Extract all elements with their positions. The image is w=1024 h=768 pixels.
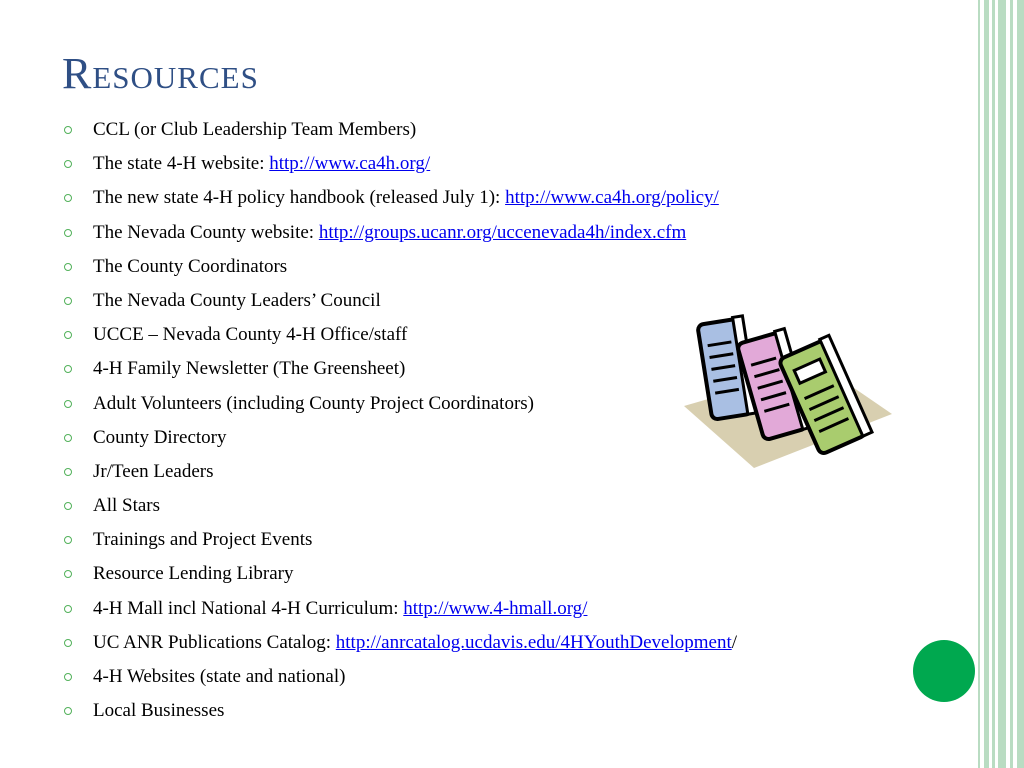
bullet-circle-icon (64, 707, 72, 715)
bullet-circle-icon (64, 126, 72, 134)
bullet-circle-icon (64, 365, 72, 373)
decorative-stripe (1017, 0, 1024, 768)
bullet-suffix: / (731, 631, 738, 653)
bullet-text: All Stars (93, 495, 161, 517)
bullet-item (62, 216, 962, 250)
bullet-item (62, 523, 962, 557)
decorative-stripe (984, 0, 989, 768)
bullet-circle-icon (64, 434, 72, 442)
resource-link[interactable]: http://groups.ucanr.org/uccenevada4h/index.cfm (318, 221, 687, 243)
bullet-text: CCL (or Club Leadership Team Members) (93, 119, 417, 140)
bullet-item (62, 626, 962, 660)
books-clipart (680, 308, 894, 472)
bullet-item (62, 660, 962, 694)
bullet-circle-icon (64, 502, 72, 510)
bullet-circle-icon (64, 605, 72, 613)
bullet-circle-icon (64, 194, 72, 202)
bullet-text: 4-H Family Newsletter (The Greensheet) (93, 358, 406, 380)
bullet-text: The Nevada County Leaders’ Council (93, 289, 381, 311)
resource-link[interactable]: http://www.ca4h.org/policy/ (505, 187, 719, 209)
bullet-item (62, 250, 962, 284)
decorative-stripe (978, 0, 980, 768)
bullet-text: Trainings and Project Events (93, 529, 313, 551)
bullet-circle-icon (64, 400, 72, 408)
bullet-text: The state 4-H website: (93, 153, 270, 175)
bullet-circle-icon (64, 297, 72, 305)
bullet-circle-icon (64, 229, 72, 237)
bullet-text: Adult Volunteers (including County Project Coordinators) (93, 392, 535, 414)
bullet-circle-icon (64, 570, 72, 578)
bullet-circle-icon (64, 639, 72, 647)
bullet-item (62, 113, 962, 147)
bullet-item (62, 592, 962, 626)
bullet-circle-icon (64, 263, 72, 271)
bullet-text: 4-H Websites (state and national) (93, 666, 346, 687)
bullet-item (62, 557, 962, 591)
green-circle-decoration (913, 640, 975, 702)
bullet-text: The County Coordinators (93, 255, 288, 277)
bullet-text: Local Businesses (93, 700, 225, 722)
resource-link[interactable]: http://anrcatalog.ucdavis.edu/4HYouthDevelopment (335, 631, 732, 653)
slide-title: Resources (62, 49, 259, 98)
decorative-stripe (992, 0, 995, 768)
bullet-text: Resource Lending Library (93, 563, 294, 585)
bullet-circle-icon (64, 160, 72, 168)
bullet-text: The Nevada County website: (93, 221, 319, 243)
bullet-circle-icon (64, 331, 72, 339)
decorative-stripe (998, 0, 1006, 768)
bullet-text: UC ANR Publications Catalog: (93, 631, 336, 653)
bullet-circle-icon (64, 536, 72, 544)
bullet-text: County Directory (93, 426, 227, 448)
decorative-stripe (1010, 0, 1013, 768)
bullet-item (62, 489, 962, 523)
bullet-text: Jr/Teen Leaders (93, 460, 214, 482)
bullet-text: UCCE – Nevada County 4-H Office/staff (93, 324, 408, 346)
bullet-item (62, 181, 962, 215)
bullet-text: 4-H Mall incl National 4-H Curriculum: (93, 597, 404, 619)
resource-link[interactable]: http://www.ca4h.org/ (269, 153, 431, 175)
bullet-item (62, 147, 962, 181)
bullet-circle-icon (64, 468, 72, 476)
bullet-item (62, 694, 962, 728)
bullet-circle-icon (64, 673, 72, 681)
resource-link[interactable]: http://www.4-hmall.org/ (403, 597, 588, 619)
bullet-text: The new state 4-H policy handbook (released July 1): (93, 187, 506, 209)
